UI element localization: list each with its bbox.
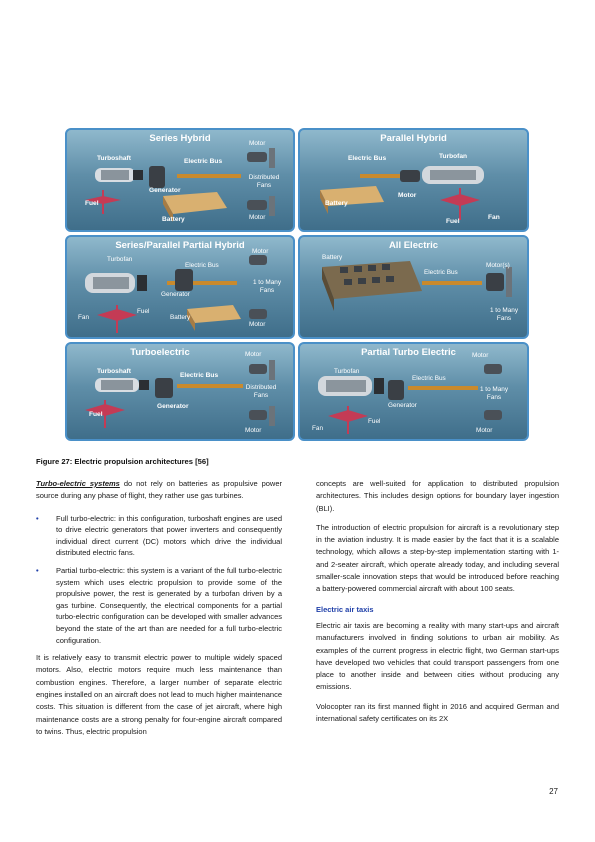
all-electric-illustration — [300, 237, 529, 339]
diagram-label: Motor — [476, 427, 493, 434]
diagram-label: Motor — [398, 192, 417, 199]
lead-term: Turbo-electric systems — [36, 479, 120, 488]
diagram-label: Electric Bus — [185, 262, 219, 269]
diagram-label: Battery — [322, 254, 343, 261]
list-item — [36, 513, 282, 559]
panel-title: Series/Parallel Partial Hybrid — [115, 240, 245, 251]
diagram-label: Generator — [157, 403, 189, 410]
diagram-label: Fan — [488, 214, 500, 221]
diagram-label: Generator — [161, 291, 190, 298]
panel-series-parallel-partial-hybrid — [65, 235, 295, 339]
diagram-label: Electric Bus — [424, 269, 458, 276]
diagram-label: Motor — [472, 352, 489, 359]
diagram-label: Motor — [245, 351, 262, 358]
body-paragraph: concepts are well-suited for application to distributed propulsion architectures. This includes design options for boundary layer ingestion (BLI). — [316, 479, 559, 513]
bullet-icon: • — [36, 513, 39, 523]
figure-caption: Figure 27: Electric propulsion architectures [56] — [36, 457, 209, 466]
propulsion-architectures-figure — [65, 128, 529, 441]
list-item — [36, 565, 282, 646]
diagram-label: Fuel — [85, 200, 99, 207]
diagram-label: 1 to Many Fans — [252, 279, 282, 294]
panel-parallel-hybrid — [298, 128, 529, 232]
diagram-label: Turbofan — [439, 153, 468, 160]
list-item-text: Partial turbo-electric: this system is a variant of the full turbo-electric system which uses electric propulsion to provide some of the propulsive power, the rest is generated by a turbofan driven by a gas turbine. Consequently, the electrical components for a partial turbo-electric configuration can be developed with smaller advances beyond the state of the art than are needed for a full turbo-electric configuration. — [56, 565, 282, 645]
panel-turboelectric — [65, 342, 295, 441]
section-heading: Electric air taxis — [316, 604, 374, 614]
diagram-label: Motor(s) — [486, 262, 510, 269]
panel-title: All Electric — [388, 240, 439, 251]
intro-paragraph — [36, 478, 282, 503]
diagram-label: Battery — [170, 314, 191, 321]
body-paragraph: Volocopter ran its first manned flight in 2016 and acquired German and international safety certificates on its 2X — [316, 701, 559, 724]
diagram-label: Electric Bus — [348, 155, 387, 162]
diagram-label: Generator — [388, 402, 417, 409]
panel-title: Turboelectric — [130, 347, 190, 358]
panel-title: Partial Turbo Electric — [361, 347, 456, 358]
diagram-label: Electric Bus — [180, 372, 219, 379]
diagram-label: Motor — [252, 248, 269, 255]
diagram-label: Fan — [78, 314, 90, 321]
page-number: 27 — [549, 787, 558, 796]
panel-title: Parallel Hybrid — [380, 133, 447, 144]
diagram-label: Turboshaft — [97, 155, 131, 162]
panel-partial-turbo-electric — [298, 342, 529, 441]
diagram-label: Battery — [162, 216, 185, 223]
panel-series-hybrid — [65, 128, 295, 232]
diagram-label: 1 to Many Fans — [489, 307, 519, 322]
diagram-label: Distributed Fans — [248, 174, 280, 189]
bullet-icon: • — [36, 565, 39, 575]
body-paragraph: Electric air taxis are becoming a reality with many start-ups and aircraft manufacturers involved in finding solutions to urban air mobility. As examples of the current progress in electric flight, two German start-ups have developed two vehicles that could transport passengers from one place to another inside and between cities without producing any emissions. — [316, 620, 559, 692]
diagram-label: Fuel — [368, 418, 381, 425]
diagram-label: Motor — [249, 321, 266, 328]
diagram-label: Fuel — [89, 411, 103, 418]
diagram-label: Motor — [245, 427, 262, 434]
diagram-label: Fuel — [137, 308, 150, 315]
diagram-label: Battery — [325, 200, 348, 207]
diagram-label: Turboshaft — [97, 368, 131, 375]
diagram-label: Electric Bus — [184, 158, 223, 165]
diagram-label: Turbofan — [107, 256, 133, 263]
diagram-label: Turbofan — [334, 368, 360, 375]
bullet-list — [36, 513, 282, 647]
panel-title: Series Hybrid — [149, 133, 211, 144]
list-item-text: Full turbo-electric: in this configuration, turboshaft engines are used to drive electric generators that power inverters and consequently individual direct current (DC) motors which drive the individual distributed electric fans. — [56, 513, 282, 558]
diagram-label: Motor — [249, 214, 266, 221]
right-column — [316, 478, 559, 725]
body-paragraph: It is relatively easy to transmit electric power to multiple widely spaced motors. Also, electric motors require much less maintenance than combustion engines. Therefore, a larger number of separate electric engines installed on an aircraft does not lead to much higher maintenance costs. This situation is different from the case of jet aircraft, where high maintenance costs are a strong penalty for four-engine aircraft compared to twins. Thus, electric propulsion — [36, 653, 282, 736]
diagram-label: Fan — [312, 425, 324, 432]
diagram-label: Generator — [149, 187, 181, 194]
diagram-label: 1 to Many Fans — [479, 386, 509, 401]
diagram-label: Fuel — [446, 218, 460, 225]
diagram-label: Distributed Fans — [245, 384, 277, 399]
intro-text: do not rely on batteries as propulsive power source during any phase of flight, they rather use gas turbines. — [36, 479, 282, 501]
panel-all-electric — [298, 235, 529, 339]
diagram-label: Motor — [249, 140, 266, 147]
left-column — [36, 478, 282, 738]
diagram-label: Electric Bus — [412, 375, 446, 382]
body-paragraph: The introduction of electric propulsion for aircraft is a revolutionary step in the aviation industry. It is made easier by the fact that it is a scalable technology, which allows a step-by-step implementation starting with 1- and 2-seater aircraft, which operate already today, and including several smaller-scale innovation steps that would be introduced before reaching a battery-powered commercial aircraft with about 100 seats. — [316, 522, 559, 594]
